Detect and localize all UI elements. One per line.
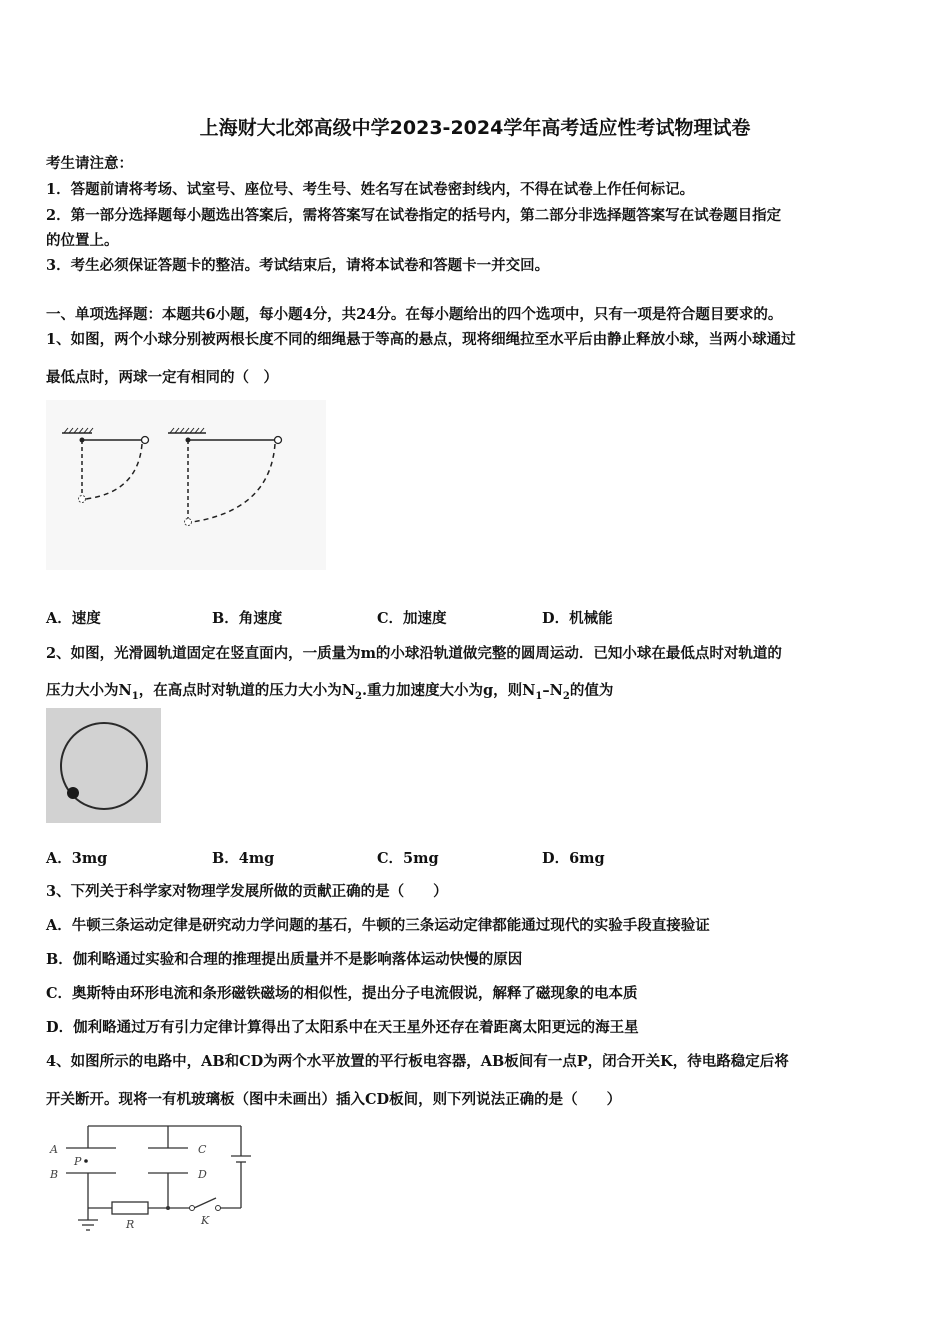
page-title: 上海财大北郊高级中学2023-2024学年高考适应性考试物理试卷 xyxy=(199,117,751,139)
notice-heading: 考生请注意： xyxy=(46,155,133,172)
label-d: D xyxy=(198,1168,207,1181)
q1-option-d[interactable]: D．机械能 xyxy=(542,610,613,627)
q2-circle-track-figure xyxy=(46,708,161,823)
label-c: C xyxy=(198,1143,207,1156)
q1-option-c[interactable]: C．加速度 xyxy=(377,610,447,627)
q4-stem-line2: 开关断开。现将一有机玻璃板（图中未画出）插入CD板间，则下列说法正确的是（ ） xyxy=(46,1091,622,1108)
q2-stem-line2: 压力大小为$N_1$，在高点时对轨道的压力大小为$N_2$.重力加速度大小为g，则$N_1-N_2$的值为 xyxy=(46,682,614,702)
q3-stem: 3、下列关于科学家对物理学发展所做的贡献正确的是（ ） xyxy=(46,883,448,900)
notice-item-3: 3．考生必须保证答题卡的整洁。考试结束后，请将本试卷和答题卡一并交回。 xyxy=(46,257,550,274)
q1-option-b[interactable]: B．角速度 xyxy=(212,610,283,627)
q2-option-c[interactable]: C．5mg xyxy=(377,850,439,867)
q3-option-c[interactable]: C．奥斯特由环形电流和条形磁铁磁场的相似性，提出分子电流假说，解释了磁现象的电本质 xyxy=(46,985,638,1002)
label-k: K xyxy=(201,1214,210,1227)
label-r: R xyxy=(126,1218,135,1231)
label-p: P xyxy=(74,1155,82,1168)
q3-option-b[interactable]: B．伽利略通过实验和合理的推理提出质量并不是影响落体运动快慢的原因 xyxy=(46,951,523,968)
q1-stem-line2: 最低点时，两球一定有相同的（ ） xyxy=(46,369,278,386)
q2-option-d[interactable]: D．6mg xyxy=(542,850,605,867)
section-heading: 一、单项选择题：本题共6小题，每小题4分，共24分。在每小题给出的四个选项中，只有一项是符合题目要求的。 xyxy=(46,306,783,323)
q2-stem-line1: 2、如图，光滑圆轨道固定在竖直面内，一质量为m的小球沿轨道做完整的圆周运动．已知小球在最低点时对轨道的 xyxy=(46,645,782,662)
q4-circuit-figure xyxy=(46,1118,256,1240)
q3-option-a[interactable]: A．牛顿三条运动定律是研究动力学问题的基石，牛顿的三条运动定律都能通过现代的实验手段直接验证 xyxy=(46,917,710,934)
q3-option-d[interactable]: D．伽利略通过万有引力定律计算得出了太阳系中在天王星外还存在着距离太阳更远的海王星 xyxy=(46,1019,639,1036)
q1-option-a[interactable]: A．速度 xyxy=(46,610,101,627)
q4-stem-line1: 4、如图所示的电路中，AB和CD为两个水平放置的平行板电容器，AB板间有一点P，闭合开关K，待电路稳定后将 xyxy=(46,1053,789,1070)
q1-pendulum-figure xyxy=(46,400,326,570)
notice-item-2: 2．第一部分选择题每小题选出答案后，需将答案写在试卷指定的括号内，第二部分非选择题答案写在试卷题目指定 xyxy=(46,207,782,224)
q1-stem-line1: 1、如图，两个小球分别被两根长度不同的细绳悬于等高的悬点，现将细绳拉至水平后由静止释放小球，当两小球通过 xyxy=(46,331,796,348)
label-b: B xyxy=(50,1168,59,1181)
label-a: A xyxy=(50,1143,58,1156)
notice-item-1: 1．答题前请将考场、试室号、座位号、考生号、姓名写在试卷密封线内，不得在试卷上作任何标记。 xyxy=(46,181,695,198)
q2-option-b[interactable]: B．4mg xyxy=(212,850,275,867)
q2-option-a[interactable]: A．3mg xyxy=(46,850,108,867)
notice-item-2-cont: 的位置上。 xyxy=(46,232,119,249)
